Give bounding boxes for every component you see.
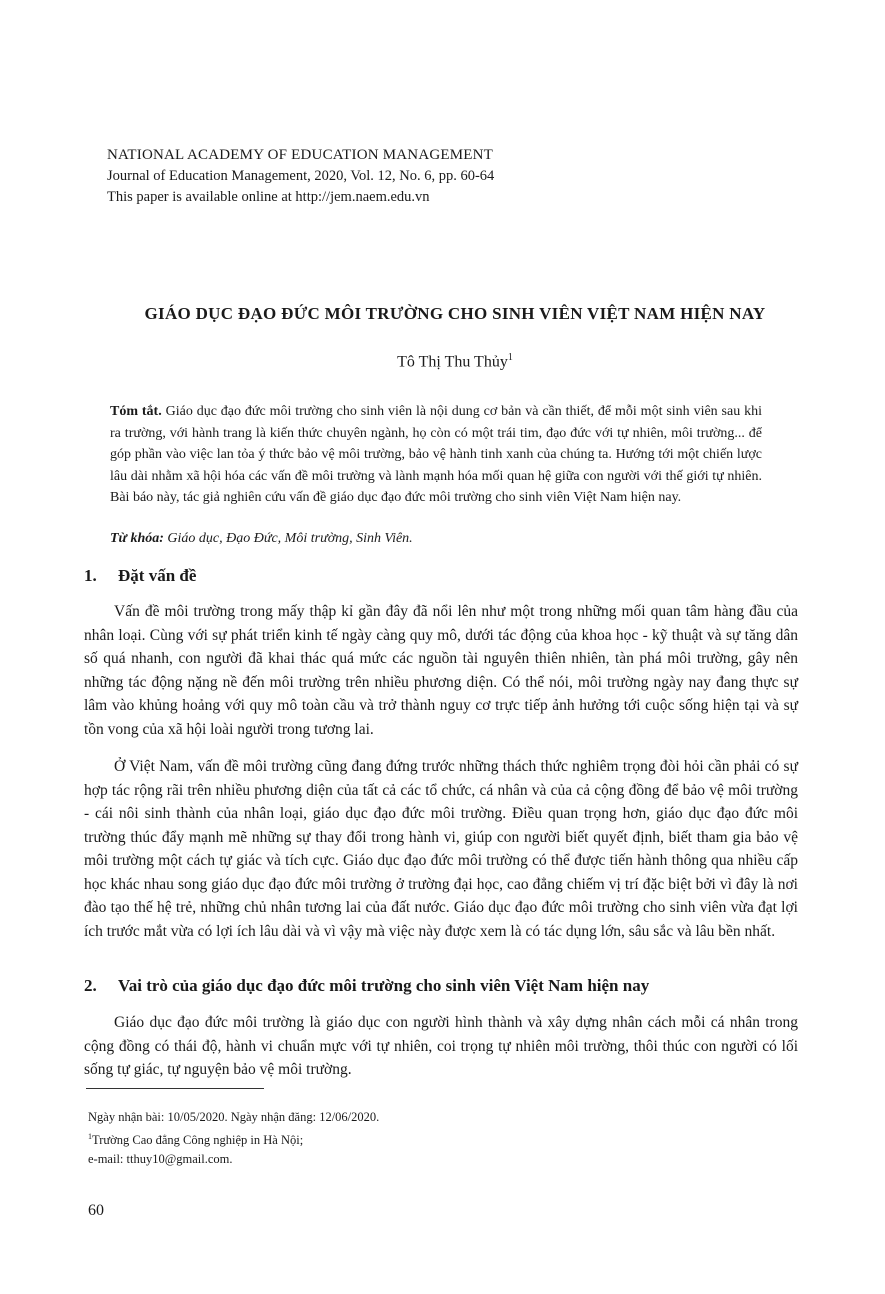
abstract	[110, 401, 762, 509]
footnote-affiliation: Trường Cao đẳng Công nghiệp in Hà Nội;	[92, 1133, 304, 1148]
section-title: Vai trò của giáo dục đạo đức môi trường cho sinh viên Việt Nam hiện nay	[118, 976, 650, 995]
body-paragraph: Vấn đề môi trường trong mấy thập kỉ gần đây đã nổi lên như một trong những mối quan tâm hàng đầu của nhân loại. Cùng với sự phát triển kinh tế ngày càng quy mô, dưới tác động của khoa học - kỹ thuật và sự tăng dân số quá nhanh, con người đã khai thác quá mức các nguồn tài nguyên thiên nhiên, tàn phá môi trường, gây nên những tác động nặng nề đến môi trường trên nhiều phương diện. Có thể nói, môi trường ngày nay đang thực sự lâm vào khủng hoảng với quy mô toàn cầu và trở thành nguy cơ trực tiếp ảnh hưởng tới cuộc sống hiện tại và sự tồn vong của xã hội loài người trong tương lai.	[84, 603, 798, 738]
author-footnote-mark: 1	[507, 352, 513, 363]
footnote-email: e-mail: tthuy10@gmail.com.	[88, 1152, 233, 1167]
footnotes	[88, 1108, 379, 1169]
body-paragraph: Ở Việt Nam, vấn đề môi trường cũng đang đứng trước những thách thức nghiêm trọng đòi hỏi cần phải có sự hợp tác rộng rãi trên nhiều phương diện của tất cả các tổ chức, cá nhân và của cả cộng đồng để bảo vệ môi trường - cái nôi sinh thành của nhân loại, giáo dục đạo đức môi trường. Điều quan trọng hơn, giáo dục đạo đức môi trường thúc đẩy mạnh mẽ những sự thay đổi trong hành vi, giúp con người biết quyết định, biết tham gia bảo vệ môi trường một cách tự giác và tích cực. Giáo dục đạo đức môi trường có thể được tiến hành thông qua nhiều cấp học khác nhau song giáo dục đạo đức môi trường ở trường đại học, cao đẳng chiếm vị trí đặc biệt bởi vì đây là nơi đào tạo thế hệ trẻ, những chủ nhân tương lai của đất nước. Giáo dục đạo đức môi trường cho sinh viên vừa đạt lợi ích trước mắt vừa có lợi ích lâu dài và vì vậy mà việc này được xem là có tác dụng lớn, sâu sắc và lâu bền nhất.	[84, 758, 798, 940]
section-number: 1.	[84, 566, 97, 585]
abstract-text: Giáo dục đạo đức môi trường cho sinh viên là nội dung cơ bản và cần thiết, để mỗi một sinh viên sau khi ra trường, với hành trang là kiến thức chuyên ngành, họ còn có một trái tim, đạo đức với tự nhiên, môi trường... để góp phần vào việc lan tỏa ý thức bảo vệ môi trường, bảo vệ hành tinh xanh của chúng ta. Hướng tới một chiến lược lâu dài nhằm xã hội hóa các vấn đề môi trường và lành mạnh hóa mối quan hệ giữa con người với thế giới tự nhiên. Bài báo này, tác giả nghiên cứu vấn đề giáo dục đạo đức môi trường cho sinh viên Việt Nam hiện nay.	[110, 404, 762, 505]
section-number: 2.	[84, 976, 97, 995]
paper-title: GIÁO DỤC ĐẠO ĐỨC MÔI TRƯỜNG CHO SINH VIÊN VIỆT NAM HIỆN NAY	[144, 304, 766, 323]
footnote-dates: Ngày nhận bài: 10/05/2020. Ngày nhận đăng: 12/06/2020.	[88, 1110, 380, 1124]
journal-organization: NATIONAL ACADEMY OF EDUCATION MANAGEMENT	[107, 147, 494, 163]
journal-availability: This paper is available online at http://jem.naem.edu.vn	[107, 189, 430, 205]
keywords	[110, 531, 413, 547]
page-number: 60	[88, 1202, 104, 1219]
footnote-divider	[86, 1088, 264, 1089]
footnote-affiliation-line	[88, 1127, 379, 1150]
footnote-affiliation-mark: 1	[88, 1132, 92, 1141]
journal-citation: Journal of Education Management, 2020, Vol. 12, No. 6, pp. 60-64	[107, 168, 495, 184]
keywords-label: Từ khóa:	[110, 531, 164, 546]
section-title: Đặt vấn đề	[118, 566, 197, 585]
author-name: Tô Thị Thu Thủy	[397, 353, 508, 371]
author-line	[60, 352, 850, 371]
section-heading	[84, 976, 649, 996]
abstract-label: Tóm tắt.	[110, 404, 162, 419]
body-paragraph: Giáo dục đạo đức môi trường là giáo dục con người hình thành và xây dựng nhân cách mỗi cá nhân trong cộng đồng có thái độ, hành vi chuẩn mực với tự nhiên, coi trọng tự nhiên môi trường, thôi thúc con người có lối sống tự giác, tự nguyện bảo vệ môi trường.	[84, 1014, 798, 1078]
keywords-text: Giáo dục, Đạo Đức, Môi trường, Sinh Viên.	[163, 531, 413, 546]
section-heading	[84, 566, 196, 586]
journal-header	[107, 145, 494, 208]
